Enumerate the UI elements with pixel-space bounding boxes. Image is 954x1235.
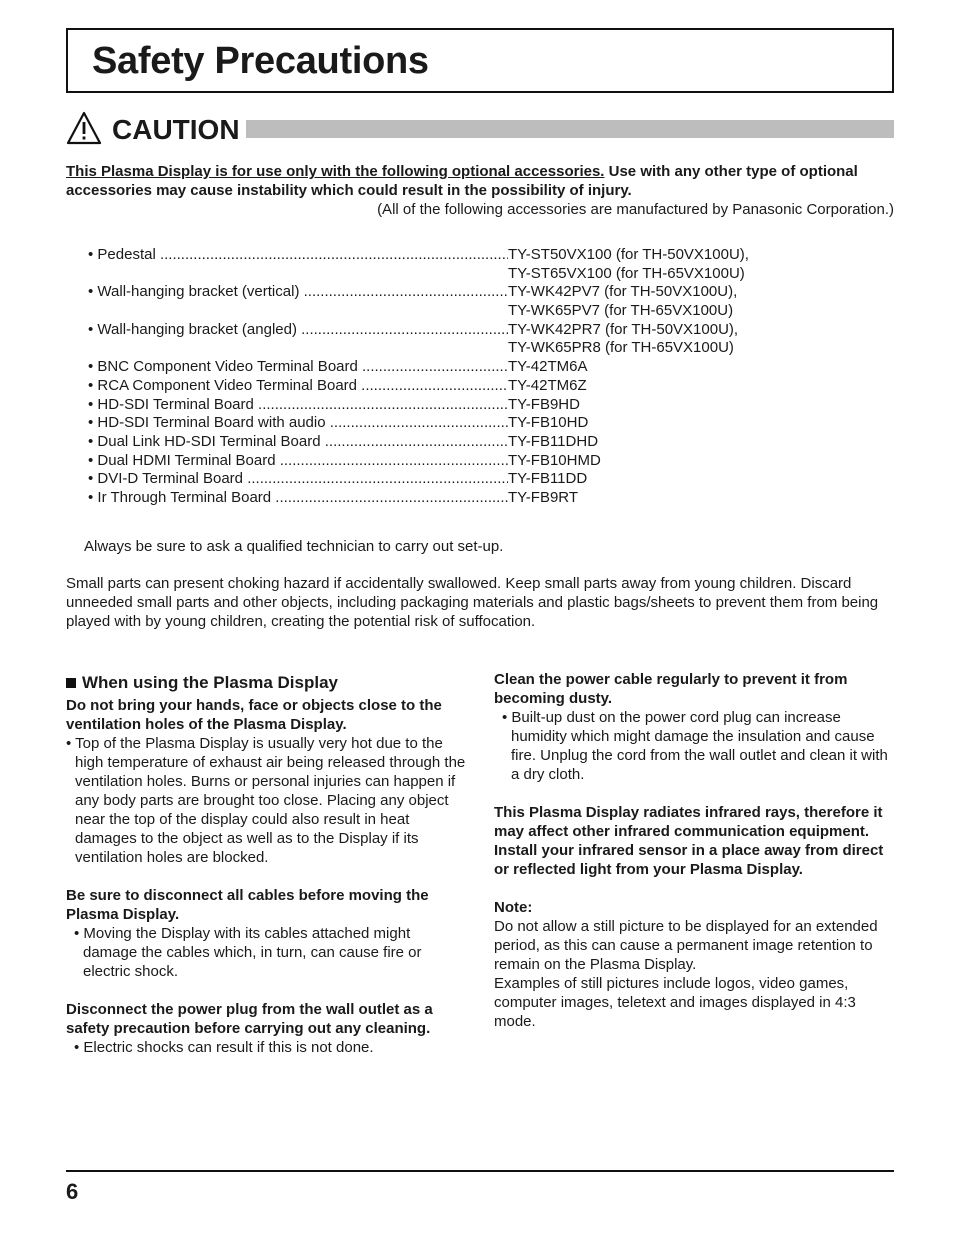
accessory-model: TY-WK42PR7 (for TH-50VX100U), — [508, 320, 739, 338]
power-cable-bullet: • Built-up dust on the power cord plug can increase humidity which might damage the insulation and cause fire. Unplug the cord from the wall outlet and clean it with a dry cloth. — [502, 709, 888, 783]
note-label: Note: — [494, 899, 533, 916]
accessory-row — [88, 358, 788, 377]
caution-bar — [246, 120, 894, 138]
accessory-row — [88, 283, 788, 302]
accessory-name: • Pedestal ..... — [88, 246, 508, 265]
accessory-row — [88, 265, 788, 284]
accessory-row — [88, 470, 788, 489]
power-cable-title: Clean the power cable regularly to prevent it from becoming dusty. — [494, 671, 848, 707]
intro-underlined: This Plasma Display is for use only with the following optional accessories. — [66, 163, 605, 180]
cables-title: Be sure to disconnect all cables before moving the Plasma Display. — [66, 887, 429, 923]
note-text: Do not allow a still picture to be displayed for an extended period, as this can cause a permanent image retention to remain on the Plasma Display. — [494, 918, 878, 973]
accessory-row — [88, 321, 788, 340]
accessory-model: TY-ST65VX100 (for TH-65VX100U) — [508, 264, 745, 282]
accessory-model: TY-WK42PV7 (for TH-50VX100U), — [508, 283, 738, 301]
accessory-model: TY-FB11DHD — [508, 432, 599, 450]
small-parts-warning: Small parts can present choking hazard if accidentally swallowed. Keep small parts away from young children. Discard unneeded small parts and other objects, including packaging materials and plastic bags/sheets to prevent them from being played with by young children, creating the potential risk of suffocation. — [66, 575, 879, 630]
note-examples: Examples of still pictures include logos, video games, computer images, teletext and images displayed in 4:3 mode. — [494, 975, 856, 1030]
square-bullet-icon — [66, 678, 76, 688]
accessory-list — [88, 246, 788, 508]
accessory-name: • Wall-hanging bracket (vertical) ..... — [88, 283, 508, 302]
infrared-title: This Plasma Display radiates infrared rays, therefore it may affect other infrared communication equipment. — [494, 804, 883, 840]
accessory-row — [88, 302, 788, 321]
manufacturer-note: (All of the following accessories are manufactured by Panasonic Corporation.) — [377, 201, 894, 218]
section-heading — [66, 672, 466, 694]
cleaning-title: Disconnect the power plug from the wall outlet as a safety precaution before carrying out any cleaning. — [66, 1001, 433, 1037]
accessory-name: • HD-SDI Terminal Board with audio ..... — [88, 414, 508, 433]
accessory-row — [88, 452, 788, 471]
accessory-model: TY-FB10HMD — [508, 451, 601, 469]
page-title: Safety Precautions — [92, 40, 429, 82]
accessory-name: • BNC Component Video Terminal Board ..... — [88, 358, 508, 377]
accessory-model: TY-FB11DD — [508, 470, 588, 488]
accessory-model: TY-ST50VX100 (for TH-50VX100U), — [508, 246, 749, 263]
cables-bullet: • Moving the Display with its cables attached might damage the cables which, in turn, can cause fire or electric shock. — [74, 925, 422, 980]
section-heading-text: When using the Plasma Display — [82, 673, 339, 692]
accessory-intro — [66, 162, 894, 219]
accessory-model: TY-FB10HD — [508, 414, 589, 432]
accessory-row — [88, 339, 788, 358]
accessory-name — [88, 265, 508, 284]
intro-warning: Use with any other type of optional accessories may cause instability which could result in the possibility of injury. — [66, 163, 858, 199]
accessory-row — [88, 396, 788, 415]
right-column — [494, 670, 894, 1031]
cleaning-bullet: • Electric shocks can result if this is not done. — [74, 1039, 374, 1056]
accessory-row — [88, 433, 788, 452]
accessory-row — [88, 377, 788, 396]
accessory-name: • Wall-hanging bracket (angled) ..... — [88, 321, 508, 340]
ventilation-title: Do not bring your hands, face or objects close to the ventilation holes of the Plasma Display. — [66, 697, 442, 733]
caution-header — [66, 108, 894, 148]
accessory-row — [88, 414, 788, 433]
infrared-install: Install your infrared sensor in a place away from direct or reflected light from your Plasma Display. — [494, 842, 884, 878]
accessory-row — [88, 246, 788, 265]
accessory-name: • Dual Link HD-SDI Terminal Board ..... — [88, 433, 508, 452]
accessory-name: • DVI-D Terminal Board ..... — [88, 470, 508, 489]
ventilation-bullet: • Top of the Plasma Display is usually very hot due to the high temperature of exhaust air being released through the ventilation holes. Burns or personal injuries can happen if any body parts are brought too close. Placing any object near the top of the display could also result in heat damages to the object as well as to the Display if its ventilation holes are blocked. — [66, 735, 466, 866]
caution-label: CAUTION — [112, 114, 240, 145]
technician-note: Always be sure to ask a qualified technician to carry out set-up. — [84, 538, 504, 555]
warning-icon — [66, 111, 102, 145]
accessory-model: TY-FB9HD — [508, 395, 580, 413]
accessory-name — [88, 302, 508, 321]
accessory-name: • Ir Through Terminal Board ..... — [88, 489, 508, 508]
page-number: 6 — [66, 1179, 79, 1204]
accessory-model: TY-WK65PR8 (for TH-65VX100U) — [508, 339, 734, 357]
footer-rule — [66, 1170, 894, 1172]
accessory-model: TY-42TM6Z — [508, 376, 587, 394]
title-box — [66, 28, 894, 93]
accessory-model: TY-WK65PV7 (for TH-65VX100U) — [508, 302, 734, 320]
accessory-name: • Dual HDMI Terminal Board ..... — [88, 452, 508, 471]
left-column — [66, 672, 466, 1057]
accessory-model: TY-42TM6A — [508, 358, 588, 376]
accessory-name: • HD-SDI Terminal Board ..... — [88, 396, 508, 415]
accessory-name: • RCA Component Video Terminal Board ..... — [88, 377, 508, 396]
accessory-model: TY-FB9RT — [508, 488, 579, 506]
accessory-row — [88, 489, 788, 508]
intro-paragraph — [66, 162, 894, 200]
accessory-name — [88, 339, 508, 358]
